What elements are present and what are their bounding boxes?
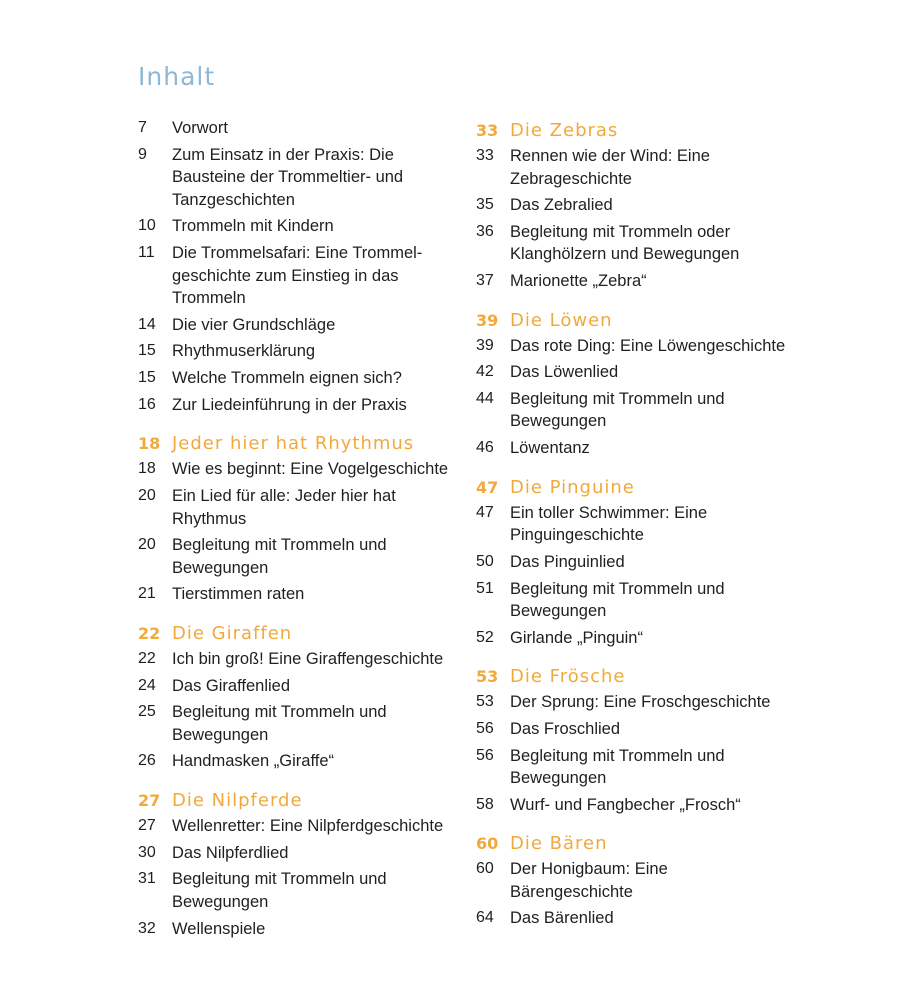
- entry-page-number: 56: [476, 746, 494, 764]
- entry-title-line: Ein toller Schwimmer: Eine: [510, 503, 708, 522]
- entry-title-line: Bausteine der Trommeltier- und: [172, 168, 404, 187]
- entry-title-line: geschichte zum Einstieg in das: [172, 266, 399, 285]
- section-heading-die-nilpferde[interactable]: [138, 789, 468, 813]
- entry-page-number: 33: [476, 147, 494, 164]
- entry-title-line: Ein Lied für alle: Jeder hier hat: [172, 487, 396, 505]
- entry-title-line: Begleitung mit Trommeln und: [172, 536, 387, 555]
- toc-entry[interactable]: [138, 648, 468, 671]
- entry-page-number: 21: [138, 585, 156, 603]
- toc-entry[interactable]: [476, 627, 806, 650]
- toc-entry[interactable]: [476, 388, 806, 433]
- section-title: Die Löwen: [510, 309, 613, 331]
- entry-title: [510, 745, 725, 790]
- section-page-number: 27: [138, 790, 161, 810]
- toc-entry[interactable]: [476, 194, 806, 217]
- toc-entry[interactable]: [476, 578, 806, 623]
- entry-title: Welche Trommeln eignen sich?: [172, 369, 402, 388]
- entry-page-number: 56: [476, 719, 494, 737]
- toc-right-column: [476, 119, 806, 934]
- entry-title: [172, 701, 387, 746]
- toc-entry[interactable]: [138, 394, 468, 417]
- entry-title: Das Löwenlied: [510, 363, 619, 382]
- toc-entry[interactable]: [138, 215, 468, 238]
- entry-title-line: Bewegungen: [172, 892, 269, 911]
- entry-title: [510, 221, 739, 266]
- toc-entry[interactable]: [476, 858, 806, 903]
- entry-page-number: 26: [138, 752, 156, 770]
- section-page-number: 60: [476, 834, 499, 854]
- entry-title-line: Begleitung mit Trommeln und: [510, 746, 725, 765]
- section-heading-die-zebras[interactable]: [476, 119, 806, 143]
- toc-entry[interactable]: [138, 868, 468, 913]
- entry-title: Rhythmuserklärung: [172, 342, 316, 361]
- entry-page-number: 46: [476, 439, 494, 457]
- section-page-number: 53: [476, 667, 499, 687]
- section-heading-die-lowen[interactable]: [476, 309, 806, 333]
- entry-page-number: 15: [138, 342, 156, 360]
- section-title: Die Zebras: [510, 120, 619, 141]
- toc-entry[interactable]: [138, 117, 468, 140]
- entry-title: Wellenretter: Eine Nilpferdgeschichte: [172, 816, 444, 835]
- entry-title-line: Rhythmus: [172, 509, 247, 528]
- entry-title-line: Die Trommelsafari: Eine Trommel-: [172, 244, 423, 263]
- toc-entry[interactable]: [138, 458, 468, 481]
- entry-page-number: 53: [476, 693, 494, 711]
- toc-entry[interactable]: [138, 314, 468, 337]
- entry-title-line: Begleitung mit Trommeln und: [172, 870, 387, 889]
- toc-entry[interactable]: [476, 270, 806, 293]
- section-heading-die-frosche[interactable]: [476, 665, 806, 689]
- toc-entry[interactable]: [138, 367, 468, 390]
- section-title: Die Frösche: [510, 666, 626, 688]
- entry-page-number: 30: [138, 843, 156, 861]
- toc-entry[interactable]: [476, 437, 806, 460]
- entry-page-number: 47: [476, 503, 494, 521]
- entry-title-line: Zum Einsatz in der Praxis: Die: [172, 145, 394, 164]
- section-page-number: 39: [476, 310, 499, 330]
- entry-page-number: 31: [138, 870, 156, 888]
- entry-page-number: 64: [476, 909, 494, 927]
- entry-title: Das Pinguinlied: [510, 552, 625, 571]
- entry-page-number: 27: [138, 816, 156, 834]
- toc-entry[interactable]: [138, 918, 468, 941]
- toc-entry[interactable]: [476, 745, 806, 790]
- entry-page-number: 25: [138, 703, 156, 721]
- section-title: Die Bären: [510, 833, 608, 855]
- entry-title: [172, 485, 396, 530]
- entry-title-line: Bewegungen: [172, 558, 269, 577]
- entry-title-line: Bewegungen: [172, 725, 269, 744]
- toc-entry[interactable]: [138, 340, 468, 363]
- entry-page-number: 18: [138, 460, 156, 478]
- toc-entry[interactable]: [138, 242, 468, 310]
- entry-title: [510, 388, 725, 433]
- entry-title: [510, 578, 725, 623]
- entry-page-number: 24: [138, 676, 156, 694]
- section-heading-die-giraffen[interactable]: [138, 622, 468, 646]
- section-title: Die Pinguine: [510, 476, 635, 498]
- section-page-number: 22: [138, 623, 161, 643]
- entry-title: Die vier Grundschläge: [172, 315, 336, 334]
- entry-title: [510, 145, 710, 190]
- entry-page-number: 14: [138, 315, 156, 333]
- entry-page-number: 37: [476, 272, 494, 290]
- toc-entry[interactable]: [476, 691, 806, 714]
- page-title: Inhalt: [138, 62, 216, 91]
- entry-title-line: Pinguingeschichte: [510, 526, 644, 545]
- entry-title-line: Tanzgeschichten: [172, 190, 295, 209]
- section-title: Die Nilpferde: [172, 789, 303, 811]
- toc-entry[interactable]: [138, 485, 468, 530]
- entry-title-line: Begleitung mit Trommeln und: [172, 703, 387, 722]
- entry-page-number: 20: [138, 536, 156, 554]
- entry-page-number: 22: [138, 649, 156, 667]
- section-heading-die-pinguine[interactable]: [476, 476, 806, 500]
- entry-title: Das Zebralied: [510, 196, 613, 215]
- toc-entry[interactable]: [138, 144, 468, 212]
- toc-entry[interactable]: [138, 815, 468, 838]
- entry-page-number: 11: [138, 244, 155, 262]
- entry-title: Das rote Ding: Eine Löwengeschichte: [510, 336, 786, 355]
- section-title: Die Giraffen: [172, 622, 293, 644]
- entry-title: Tierstimmen raten: [172, 585, 305, 604]
- entry-page-number: 42: [476, 363, 494, 381]
- toc-entry[interactable]: [476, 718, 806, 741]
- entry-title: [172, 144, 403, 212]
- entry-title-line: Begleitung mit Trommeln und: [510, 579, 725, 598]
- section-page-number: 47: [476, 477, 499, 497]
- entry-page-number: 36: [476, 222, 494, 240]
- entry-title: Wellenspiele: [172, 919, 266, 938]
- entry-title-line: Der Honigbaum: Eine: [510, 860, 668, 879]
- toc-entry[interactable]: [476, 551, 806, 574]
- entry-page-number: 58: [476, 795, 494, 813]
- entry-title: [172, 534, 387, 579]
- entry-page-number: 20: [138, 487, 156, 504]
- entry-page-number: 51: [476, 579, 494, 597]
- entry-page-number: 35: [476, 196, 494, 214]
- section-page-number: 33: [476, 121, 499, 140]
- entry-title: Wurf- und Fangbecher „Frosch“: [510, 795, 741, 814]
- entry-title: Ich bin groß! Eine Giraffengeschichte: [172, 649, 444, 668]
- entry-title-line: Zebrageschichte: [510, 169, 632, 188]
- entry-title-line: Begleitung mit Trommeln und: [510, 389, 725, 408]
- entry-title: Wie es beginnt: Eine Vogelgeschichte: [172, 460, 449, 479]
- entry-title: Zur Liedeinführung in der Praxis: [172, 395, 407, 414]
- entry-page-number: 16: [138, 395, 156, 413]
- section-heading-jeder-hier-hat-rhythmus[interactable]: [138, 432, 468, 456]
- entry-page-number: 10: [138, 217, 156, 235]
- section-title: Jeder hier hat Rhythmus: [172, 433, 415, 455]
- entry-title: Das Nilpferdlied: [172, 843, 289, 862]
- toc-entry[interactable]: [138, 534, 468, 579]
- entry-title-line: Bärengeschichte: [510, 882, 633, 901]
- entry-title: Handmasken „Giraffe“: [172, 752, 335, 771]
- entry-page-number: 44: [476, 389, 494, 407]
- toc-entry[interactable]: [138, 583, 468, 606]
- entry-title-line: Begleitung mit Trommeln oder: [510, 222, 731, 241]
- toc-entry[interactable]: [476, 907, 806, 930]
- toc-entry[interactable]: [476, 794, 806, 817]
- toc-entry[interactable]: [476, 145, 806, 190]
- toc-entry[interactable]: [476, 502, 806, 547]
- entry-title: Marionette „Zebra“: [510, 272, 647, 291]
- entry-title: Girlande „Pinguin“: [510, 628, 643, 647]
- entry-title: [510, 858, 668, 903]
- entry-page-number: 60: [476, 860, 494, 878]
- entry-title: Der Sprung: Eine Froschgeschichte: [510, 693, 771, 712]
- entry-page-number: 15: [138, 369, 156, 387]
- entry-title-line: Bewegungen: [510, 769, 607, 788]
- entry-title: Das Froschlied: [510, 719, 621, 738]
- entry-title: [172, 242, 422, 310]
- entry-title-line: Klanghölzern und Bewegungen: [510, 245, 740, 264]
- entry-title-line: Rennen wie der Wind: Eine: [510, 147, 710, 165]
- toc-entry[interactable]: [138, 675, 468, 698]
- entry-title: Trommeln mit Kindern: [172, 217, 334, 236]
- toc-entry[interactable]: [138, 750, 468, 773]
- entry-page-number: 39: [476, 336, 494, 354]
- entry-title: Das Giraffenlied: [172, 676, 291, 695]
- entry-title-line: Bewegungen: [510, 602, 607, 620]
- toc-entry[interactable]: [476, 361, 806, 384]
- entry-page-number: 7: [138, 119, 147, 136]
- entry-title-line: Trommeln: [172, 289, 246, 308]
- section-page-number: 18: [138, 434, 161, 454]
- toc-entry[interactable]: [476, 221, 806, 266]
- section-heading-die-baren[interactable]: [476, 832, 806, 856]
- entry-title: [172, 868, 387, 913]
- entry-title: Löwentanz: [510, 439, 590, 458]
- toc-entry[interactable]: [138, 701, 468, 746]
- entry-page-number: 50: [476, 552, 494, 570]
- entry-page-number: 32: [138, 919, 156, 937]
- entry-page-number: 52: [476, 628, 494, 646]
- entry-page-number: 9: [138, 145, 147, 163]
- entry-title-line: Bewegungen: [510, 412, 607, 431]
- entry-title: Vorwort: [172, 119, 228, 137]
- entry-title: Das Bärenlied: [510, 909, 614, 928]
- toc-entry[interactable]: [476, 335, 806, 358]
- toc-left-column: [138, 117, 468, 944]
- toc-entry[interactable]: [138, 842, 468, 865]
- entry-title: [510, 502, 707, 547]
